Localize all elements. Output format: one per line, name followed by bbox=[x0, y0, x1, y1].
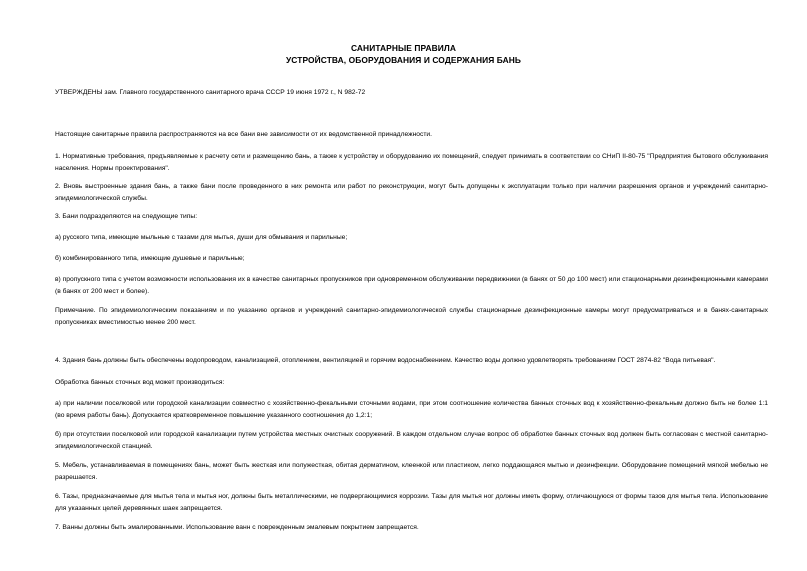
paragraph-3: 3. Бани подразделяются на следующие типы: bbox=[55, 213, 198, 220]
paragraph-4b: б) при отсутствии поселковой или городской канализации путем устройства местных очистных сооружений. В каждом отдельном случае вопрос об обработке банных сточных вод должен быть согласован с местной санитарно-эпидемиологической станцией. bbox=[55, 431, 768, 450]
approval-line: УТВЕРЖДЕНЫ зам. Главного государственного санитарного врача СССР 19 июня 1972 г., N 982-72 bbox=[55, 89, 366, 96]
paragraph-4-wastewater: Обработка банных сточных вод может производиться: bbox=[55, 379, 225, 386]
paragraph-1: 1. Нормативные требования, предъявляемые к расчету сети и размещению бань, а также к устройству и оборудованию их помещений, следует принимать в соответствии со СНиП II-80-75 "Предприятия бытового обслуживания населения. Нормы проектирования". bbox=[55, 153, 768, 172]
paragraph-3b: б) комбинированного типа, имеющие душевые и парильные; bbox=[55, 255, 245, 262]
document-subtitle: УСТРОЙСТВА, ОБОРУДОВАНИЯ И СОДЕРЖАНИЯ БАНЬ bbox=[285, 55, 521, 65]
paragraph-4a: а) при наличии поселковой или городской канализации совместно с хозяйственно-фекальными сточными водами, при этом соотношение количества банных сточных вод к хозяйственно-фекальным должно быть не более 1:1 (во время работы бань). Допускается кратковременное повышение указанного соотношения до 1,2:1; bbox=[55, 400, 768, 419]
paragraph-3a: а) русского типа, имеющие мыльные с тазами для мытья, души для обмывания и парильные; bbox=[55, 234, 348, 241]
paragraph-6: 6. Тазы, предназначаемые для мытья тела и мытья ног, должны быть металлическими, не подвергающимися коррозии. Тазы для мытья ног должны иметь форму, отличающуюся от формы тазов для мытья тела. Использование для указанных целей деревянных шаек запрещается. bbox=[55, 493, 768, 512]
paragraph-4: 4. Здания бань должны быть обеспечены водопроводом, канализацией, отоплением, вентиляцией и горячим водоснабжением. Качество воды должно удовлетворять требованиям ГОСТ 2874-82 "Вода питьевая". bbox=[55, 357, 716, 364]
paragraph-7: 7. Ванны должны быть эмалированными. Использование ванн с поврежденным эмалевым покрытием запрещается. bbox=[55, 524, 419, 531]
paragraph-intro: Настоящие санитарные правила распространяются на все бани вне зависимости от их ведомственной принадлежности. bbox=[55, 131, 433, 138]
document-title: САНИТАРНЫЕ ПРАВИЛА bbox=[350, 43, 457, 53]
paragraph-note: Примечание. По эпидемиологическим показаниям и по указанию органов и учреждений санитарно-эпидемиологической службы стационарные дезинфекционные камеры могут предусматриваться и в банях-санитарных пропускниках вместимостью менее 200 мест. bbox=[55, 307, 768, 326]
paragraph-2: 2. Вновь выстроенные здания бань, а также бани после проведенного в них ремонта или работ по реконструкции, могут быть допущены к эксплуатации только при наличии разрешения органов и учреждений санитарно-эпидемиологической службы. bbox=[55, 183, 768, 202]
paragraph-5: 5. Мебель, устанавливаемая в помещениях бань, может быть жесткая или полужесткая, обитая дерматином, клеенкой или пластиком, легко поддающаяся мытью и дезинфекции. Оборудование помещений мягкой мебелью не разрешается. bbox=[55, 462, 768, 481]
paragraph-3c: в) пропускного типа с учетом возможности использования их в качестве санитарных пропускников при одновременном обслуживании передвижники (в банях от 50 до 100 мест) или стационарными дезинфекционными камерами (в банях от 200 мест и более). bbox=[55, 276, 768, 295]
